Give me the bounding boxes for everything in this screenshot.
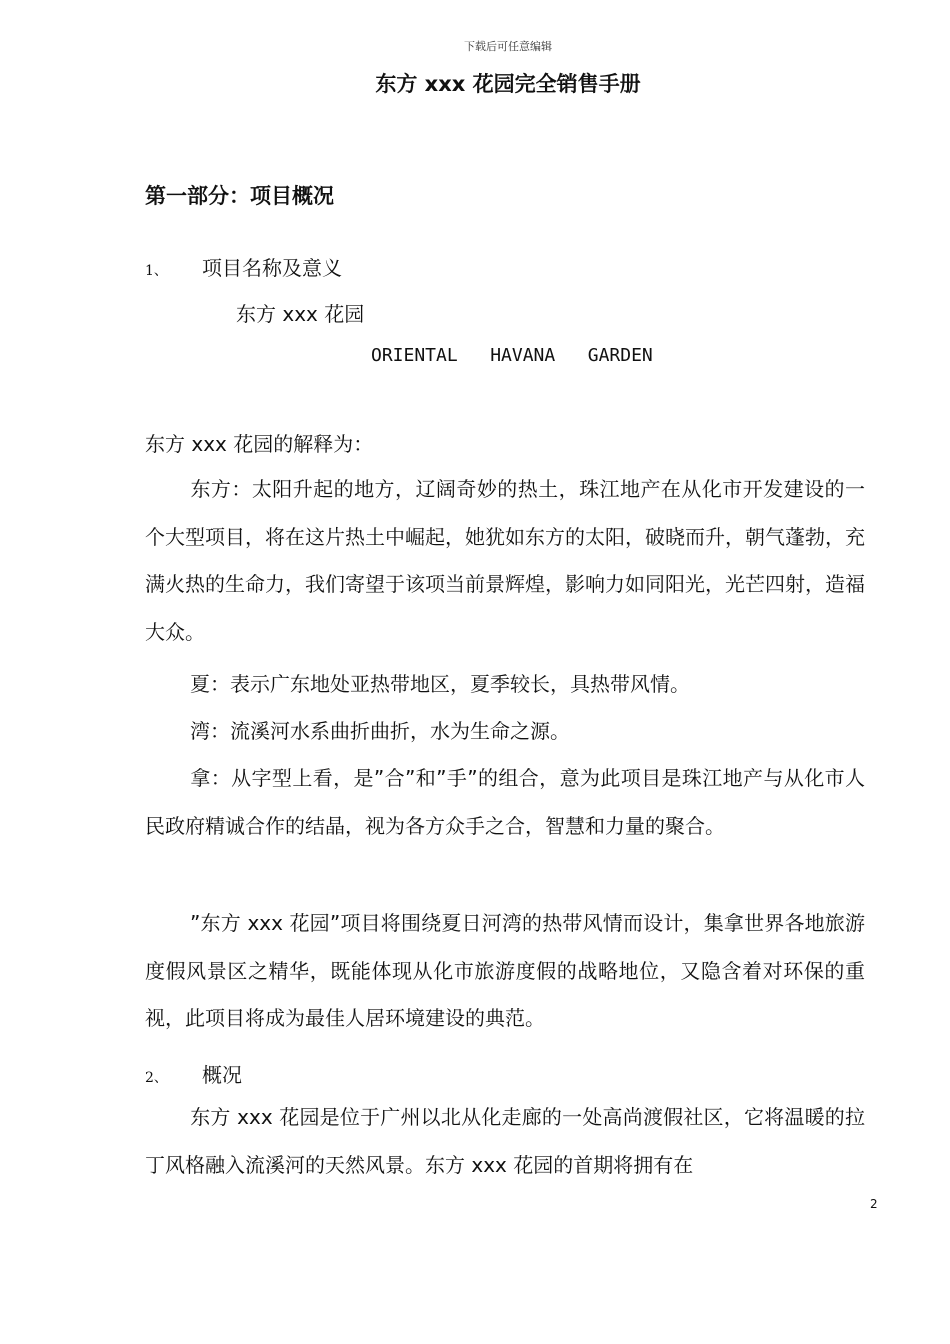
section-2-heading — [145, 1059, 242, 1088]
paragraph-wan: 湾：流溪河水系曲折曲折，水为生命之源。 — [190, 719, 570, 743]
paragraph-dongfang: 东方：太阳升起的地方，辽阔奇妙的热土，珠江地产在从化市开发建设的一个大型项目，将在这片热土中崛起，她犹如东方的太阳，破晓而升，朝气蓬勃，充满火热的生命力，我们寄望于该项当前景辉煌，影响力如同阳光，光芒四射，造福大众。 — [145, 477, 865, 644]
explain-intro: 东方 xxx 花园的解释为： — [145, 432, 374, 456]
paragraph-na: 拿：从字型上看，是”合”和”手”的组合，意为此项目是珠江地产与从化市人民政府精诚合作的结晶，视为各方众手之合，智慧和力量的聚合。 — [145, 766, 865, 838]
section-1-number: 1、 — [145, 263, 168, 279]
section-2-title: 概况 — [202, 1063, 242, 1087]
header-note: 下载后可任意编辑 — [464, 40, 552, 53]
paragraph-xia: 夏：表示广东地处亚热带地区，夏季较长，具热带风情。 — [190, 672, 690, 696]
part-heading: 第一部分：项目概况 — [145, 184, 334, 208]
project-cn-name: 东方 xxx 花园 — [236, 302, 365, 326]
section-1-title: 项目名称及意义 — [202, 256, 342, 280]
paragraph-project: ”东方 xxx 花园”项目将围绕夏日河湾的热带风情而设计，集拿世界各地旅游度假风景区之精华，既能体现从化市旅游度假的战略地位，又隐含着对环保的重视，此项目将成为最佳人居环境建设的典范。 — [145, 911, 865, 1030]
paragraph-overview: 东方 xxx 花园是位于广州以北从化走廊的一处高尚渡假社区，它将温暖的拉丁风格融入流溪河的天然风景。东方 xxx 花园的首期将拥有在 — [145, 1105, 865, 1177]
project-en-name: ORIENTAL HAVANA GARDEN — [371, 345, 653, 366]
section-2-number: 2、 — [145, 1070, 168, 1086]
page-number: 2 — [870, 1197, 878, 1211]
section-1-heading — [145, 252, 342, 281]
document-title: 东方 xxx 花园完全销售手册 — [375, 72, 641, 96]
